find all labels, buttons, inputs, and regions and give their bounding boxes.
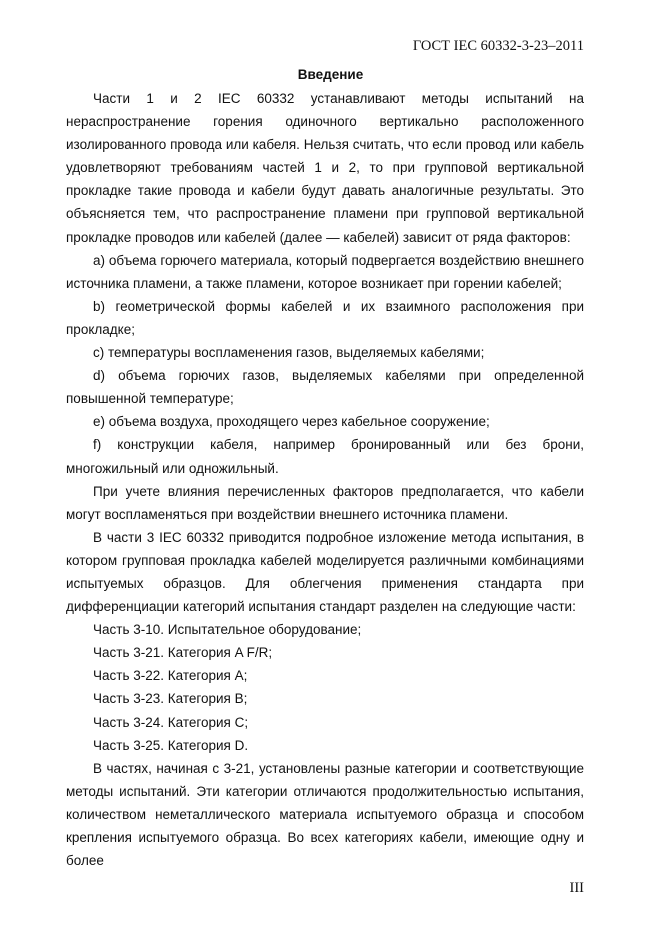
paragraph-part3: В части 3 IEC 60332 приводится подробное изложение метода испытания, в котором групповая прокладка кабелей моделируется различными комбинациями испытуемых образцов. Для облегчения применения стандарта при дифференциации категорий испытания стандарт разделен на следующие части:	[66, 529, 584, 615]
list-item-part-3-25: Часть 3-25. Категория D.	[93, 737, 249, 753]
list-item-part-3-23: Часть 3-23. Категория B;	[93, 691, 248, 707]
list-item-e: e) объема воздуха, проходящего через кабельное сооружение;	[93, 414, 490, 430]
page-number: III	[569, 880, 584, 896]
section-title: Введение	[297, 67, 364, 82]
document-body	[66, 87, 584, 872]
list-item-d: d) объема горючих газов, выделяемых кабелями при определенной повышенной температуре;	[66, 368, 584, 407]
paragraph-intro: Части 1 и 2 IEC 60332 устанавливают методы испытаний на нераспространение горения одиночного вертикально расположенного изолированного провода или кабеля. Нельзя считать, что если провод или кабель удовлетворяют требованиям частей 1 и 2, то при групповой вертикальной прокладке такие провода и кабели будут давать аналогичные результаты. Это объясняется тем, что распространение пламени при групповой вертикальной прокладке проводов или кабелей (далее — кабелей) зависит от ряда факторов:	[66, 91, 584, 245]
document-code-header: ГОСТ IEC 60332-3-23–2011	[412, 38, 584, 54]
list-item-part-3-24: Часть 3-24. Категория C;	[93, 714, 249, 730]
paragraph-ignition: При учете влияния перечисленных факторов предполагается, что кабели могут воспламеняться при воздействии внешнего источника пламени.	[66, 483, 584, 522]
paragraph-categories: В частях, начиная с 3-21, установлены разные категории и соответствующие методы испытаний. Эти категории отличаются продолжительностью испытания, количеством неметаллического материала испытуемого образца и способом крепления испытуемого образца. Во всех категориях кабели, имеющие одну и более	[66, 760, 584, 869]
list-item-part-3-21: Часть 3-21. Категория A F/R;	[93, 645, 273, 661]
list-item-c: c) температуры воспламенения газов, выделяемых кабелями;	[93, 345, 485, 361]
list-item-f: f) конструкции кабеля, например бронированный или без брони, многожильный или одножильный.	[66, 437, 584, 476]
list-item-part-3-10: Часть 3-10. Испытательное оборудование;	[93, 622, 362, 638]
list-item-part-3-22: Часть 3-22. Категория A;	[93, 668, 248, 684]
list-item-b: b) геометрической формы кабелей и их взаимного расположения при прокладке;	[66, 298, 584, 337]
list-item-a: a) объема горючего материала, который подвергается воздействию внешнего источника пламени, а также пламени, которое возникает при горении кабелей;	[66, 252, 584, 291]
